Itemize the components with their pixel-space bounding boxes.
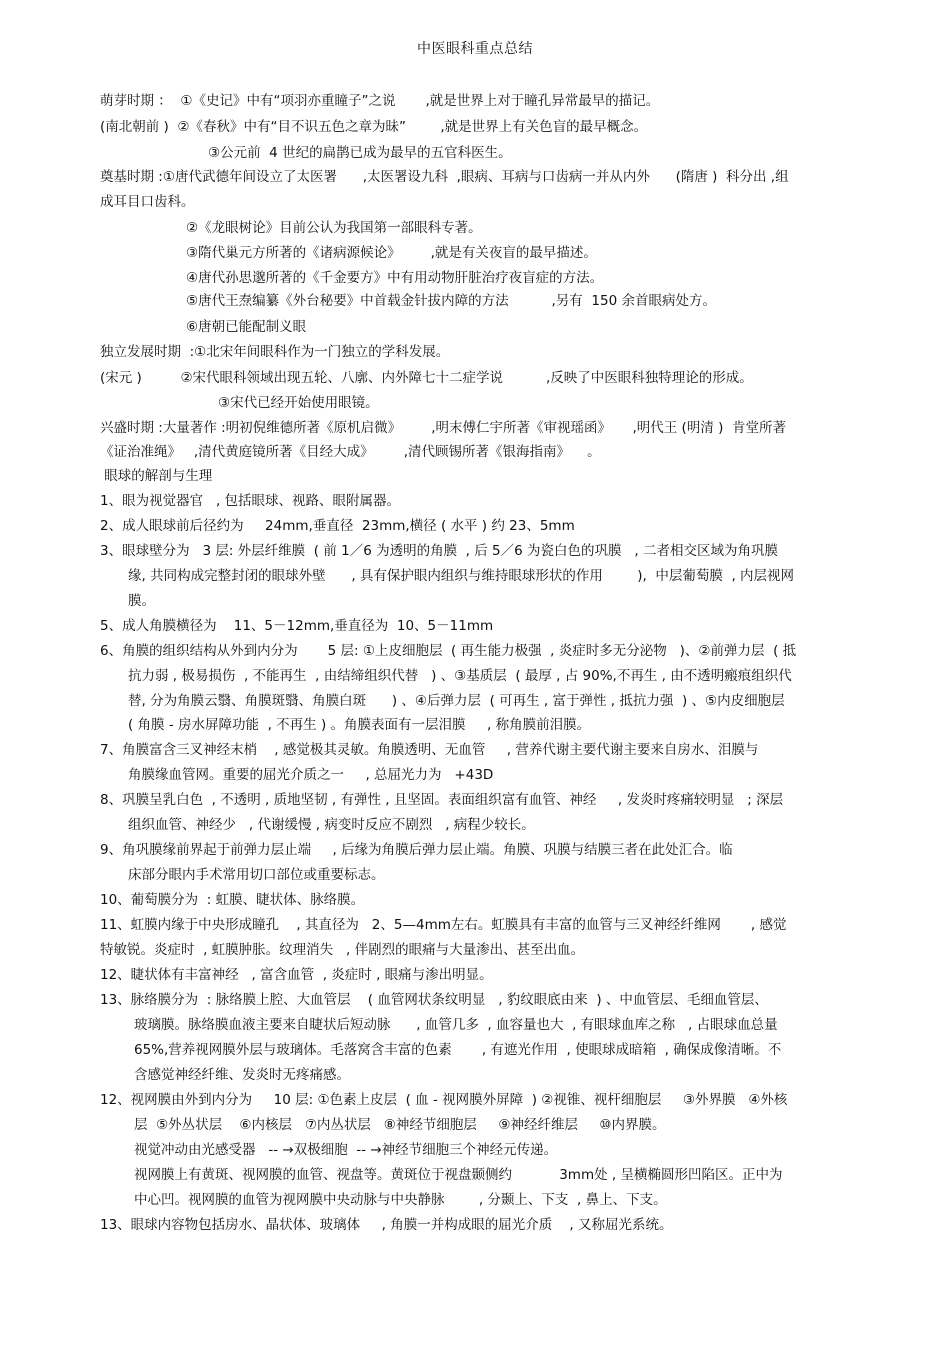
text-line: 抗力弱 , 极易损伤 , 不能再生 , 由结缔组织代替 ) 、③基质层 ( 最厚 , 占 90%,不再生 , 由不透明瘢痕组织代 [128, 668, 792, 684]
text-line: ⑥唐朝已能配制义眼 [186, 319, 307, 335]
text-line: 组织血管、神经少 , 代谢缓慢 , 病变时反应不剧烈 , 病程少较长。 [128, 817, 535, 833]
text-line: 6、角膜的组织结构从外到内分为 5 层: ①上皮细胞层 ( 再生能力极强 , 炎症时多无分泌物 )、②前弹力层 ( 抵 [100, 643, 797, 659]
text-line: (南北朝前 ) ②《春秋》中有“目不识五色之章为昧” ,就是世界上有关色盲的最早概念。 [100, 119, 648, 135]
text-line: 膜。 [128, 593, 155, 609]
text-line: 玻璃膜。脉络膜血液主要来自睫状后短动脉 , 血管几多 , 血容量也大 , 有眼球血库之称 , 占眼球血总量 [134, 1017, 778, 1033]
text-line: 13、眼球内容物包括房水、晶状体、玻璃体 , 角膜一并构成眼的屈光介质 , 又称屈光系统。 [100, 1217, 673, 1233]
text-line: 萌芽时期 ： ①《史记》中有“项羽亦重瞳子”之说 ,就是世界上对于瞳孔异常最早的描记。 [100, 93, 660, 109]
text-line: 成耳目口齿科。 [100, 194, 195, 210]
text-line: 独立发展时期 :①北宋年间眼科作为一门独立的学科发展。 [100, 344, 450, 360]
text-line: 视觉冲动由光感受器 -- →双极细胞 -- →神经节细胞三个神经元传递。 [134, 1142, 558, 1158]
text-line: 层 ⑤外丛状层 ⑥内核层 ⑦内丛状层 ⑧神经节细胞层 ⑨神经纤维层 ⑩内界膜。 [134, 1117, 666, 1133]
text-line: ④唐代孙思邈所著的《千金要方》中有用动物肝脏治疗夜盲症的方法。 [186, 270, 604, 286]
text-line: 9、角巩膜缘前界起于前弹力层止端 , 后缘为角膜后弹力层止端。角膜、巩膜与结膜三者在此处汇合。临 [100, 842, 733, 858]
text-line: 2、成人眼球前后径约为 24mm,垂直径 23mm,横径 ( 水平 ) 约 23、5mm [100, 518, 575, 534]
section-heading: 眼球的解剖与生理 [100, 468, 213, 484]
text-line: 《证治准绳》 ,清代黄庭镜所著《目经大成》 ,清代顾锡所著《银海指南》 。 [100, 444, 601, 460]
text-line: 床部分眼内手术常用切口部位或重要标志。 [128, 867, 385, 883]
text-line: ③公元前 4 世纪的扁鹊已成为最早的五官科医生。 [208, 145, 512, 161]
text-line: (宋元 ) ②宋代眼科领域出现五轮、八廓、内外障七十二症学说 ,反映了中医眼科独特理论的形成。 [100, 370, 753, 386]
text-line: ③隋代巢元方所著的《诸病源候论》 ,就是有关夜盲的最早描述。 [186, 245, 597, 261]
text-line: ③宋代已经开始使用眼镜。 [218, 395, 379, 411]
text-line: 8、巩膜呈乳白色 , 不透明 , 质地坚韧 , 有弹性 , 且坚固。表面组织富有血管、神经 , 发炎时疼痛较明显 ; 深层 [100, 792, 784, 808]
text-line: 视网膜上有黄斑、视网膜的血管、视盘等。黄斑位于视盘颞侧约 3mm处 , 呈横椭圆形凹陷区。正中为 [134, 1167, 783, 1183]
text-line: 缘, 共同构成完整封闭的眼球外壁 , 具有保护眼内组织与维持眼球形状的作用 ), 中层葡萄膜 , 内层视网 [128, 568, 795, 584]
text-line: 特敏锐。炎症时 , 虹膜肿胀。纹理消失 , 伴剧烈的眼痛与大量渗出、甚至出血。 [100, 942, 585, 958]
text-line: 11、虹膜内缘于中央形成瞳孔 , 其直径为 2、5—4mm左右。虹膜具有丰富的血管与三叉神经纤维网 , 感觉 [100, 917, 787, 933]
document-title: 中医眼科重点总结 [417, 41, 533, 57]
text-line: ⑤唐代王焘编纂《外台秘要》中首载金针拔内障的方法 ,另有 150 余首眼病处方。 [186, 293, 716, 309]
text-line: 12、视网膜由外到内分为 10 层: ①色素上皮层 ( 血 - 视网膜外屏障 ) ②视锥、视杆细胞层 ③外界膜 ④外核 [100, 1092, 788, 1108]
text-line: 3、眼球壁分为 3 层: 外层纤维膜 ( 前 1／6 为透明的角膜 , 后 5／6 为瓷白色的巩膜 , 二者相交区域为角巩膜 [100, 543, 778, 559]
text-line: 含感觉神经纤维、发炎时无疼痛感。 [134, 1067, 350, 1083]
text-line: 角膜缘血管网。重要的屈光介质之一 , 总屈光力为 +43D [128, 767, 494, 783]
text-line: 5、成人角膜横径为 11、5－12mm,垂直径为 10、5－11mm [100, 618, 494, 634]
text-line: ②《龙眼树论》目前公认为我国第一部眼科专著。 [186, 220, 482, 236]
text-line: 7、角膜富含三叉神经末梢 , 感觉极其灵敏。角膜透明、无血管 , 营养代谢主要代谢主要来自房水、泪膜与 [100, 742, 759, 758]
text-line: ( 角膜 - 房水屏障功能 , 不再生 ) 。角膜表面有一层泪膜 , 称角膜前泪膜。 [128, 717, 591, 733]
text-line: 奠基时期 :①唐代武德年间设立了太医署 ,太医署设九科 ,眼病、耳病与口齿病一并从内外 (隋唐 ) 科分出 ,组 [100, 169, 789, 185]
text-line: 兴盛时期 :大量著作 :明初倪维德所著《原机启微》 ,明末傅仁宇所著《审视瑶函》 ,明代王 (明清 ) 肯堂所著 [100, 420, 786, 436]
text-line: 10、葡萄膜分为 : 虹膜、睫状体、脉络膜。 [100, 892, 365, 908]
text-line: 中心凹。视网膜的血管为视网膜中央动脉与中央静脉 , 分颞上、下支 , 鼻上、下支。 [134, 1192, 667, 1208]
text-line: 1、眼为视觉器官 , 包括眼球、视路、眼附属器。 [100, 493, 401, 509]
text-line: 13、脉络膜分为 : 脉络膜上腔、大血管层 ( 血管网状条纹明显 , 豹纹眼底由来 ) 、中血管层、毛细血管层、 [100, 992, 768, 1008]
text-line: 65%,营养视网膜外层与玻璃体。毛落窝含丰富的色素 , 有遮光作用 , 使眼球成暗箱 , 确保成像清晰。不 [134, 1042, 782, 1058]
text-line: 12、睫状体有丰富神经 , 富含血管 , 炎症时 , 眼痛与渗出明显。 [100, 967, 493, 983]
text-line: 替, 分为角膜云翳、角膜斑翳、角膜白斑 ) 、④后弹力层 ( 可再生 , 富于弹性 , 抵抗力强 ) 、⑤内皮细胞层 [128, 693, 785, 709]
